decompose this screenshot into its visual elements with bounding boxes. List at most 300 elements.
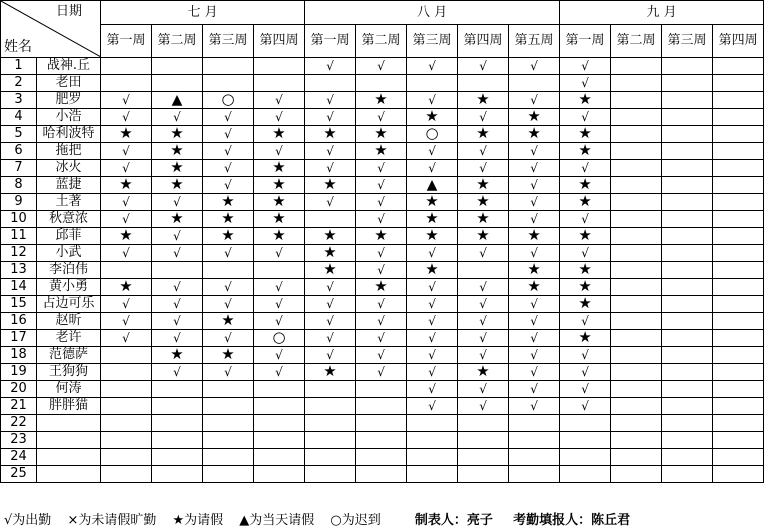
attendance-cell xyxy=(713,279,764,296)
attendance-mark: √ xyxy=(224,279,232,294)
attendance-cell xyxy=(203,92,254,109)
attendance-cell xyxy=(458,415,509,432)
attendance-cell xyxy=(305,245,356,262)
attendance-cell xyxy=(152,177,203,194)
attendance-mark: ★ xyxy=(527,278,541,295)
row-number: 20 xyxy=(1,381,37,398)
attendance-cell xyxy=(560,160,611,177)
attendance-cell xyxy=(407,262,458,279)
attendance-cell xyxy=(356,109,407,126)
attendance-cell xyxy=(407,58,458,75)
attendance-mark: √ xyxy=(581,160,589,175)
table-row xyxy=(1,228,764,245)
attendance-cell xyxy=(611,143,662,160)
attendance-cell xyxy=(305,330,356,347)
table-row xyxy=(1,92,764,109)
legend-leave: ★为请假 xyxy=(172,513,224,528)
attendance-cell xyxy=(356,160,407,177)
attendance-cell xyxy=(509,228,560,245)
attendance-cell xyxy=(509,279,560,296)
attendance-cell xyxy=(509,330,560,347)
attendance-mark: ★ xyxy=(323,244,337,261)
attendance-cell xyxy=(254,262,305,279)
attendance-mark: √ xyxy=(581,381,589,396)
attendance-mark: ★ xyxy=(578,91,592,108)
attendance-mark: ★ xyxy=(119,125,133,142)
attendance-cell xyxy=(254,347,305,364)
row-number: 5 xyxy=(1,126,37,143)
table-row xyxy=(1,432,764,449)
attendance-cell xyxy=(560,109,611,126)
attendance-cell xyxy=(152,126,203,143)
attendance-cell xyxy=(254,75,305,92)
member-name: 老许 xyxy=(37,330,101,347)
attendance-cell xyxy=(203,245,254,262)
attendance-cell xyxy=(713,313,764,330)
row-number: 6 xyxy=(1,143,37,160)
row-number: 12 xyxy=(1,245,37,262)
member-name xyxy=(37,449,101,466)
attendance-cell xyxy=(152,398,203,415)
attendance-cell xyxy=(713,364,764,381)
attendance-cell xyxy=(560,228,611,245)
attendance-mark: ★ xyxy=(476,176,490,193)
attendance-mark: √ xyxy=(377,296,385,311)
attendance-mark: ★ xyxy=(578,176,592,193)
attendance-cell xyxy=(203,228,254,245)
week-header: 第五周 xyxy=(509,25,560,58)
attendance-cell xyxy=(662,364,713,381)
attendance-cell xyxy=(305,160,356,177)
attendance-mark: √ xyxy=(428,58,436,73)
attendance-cell xyxy=(713,194,764,211)
attendance-cell xyxy=(203,364,254,381)
attendance-cell xyxy=(458,279,509,296)
attendance-cell xyxy=(101,92,152,109)
attendance-mark: ★ xyxy=(272,193,286,210)
member-name: 小浩 xyxy=(37,109,101,126)
attendance-cell xyxy=(458,194,509,211)
row-number: 25 xyxy=(1,466,37,483)
attendance-mark: √ xyxy=(377,177,385,192)
attendance-mark: ★ xyxy=(272,227,286,244)
attendance-cell xyxy=(407,109,458,126)
attendance-mark: √ xyxy=(377,194,385,209)
attendance-mark: ★ xyxy=(221,346,235,363)
attendance-mark: √ xyxy=(377,313,385,328)
attendance-mark: ★ xyxy=(170,210,184,227)
row-number: 22 xyxy=(1,415,37,432)
attendance-cell xyxy=(203,415,254,432)
attendance-cell xyxy=(305,58,356,75)
attendance-cell xyxy=(662,432,713,449)
attendance-cell xyxy=(254,330,305,347)
attendance-cell xyxy=(305,466,356,483)
attendance-cell xyxy=(254,381,305,398)
attendance-mark: ★ xyxy=(323,363,337,380)
attendance-cell xyxy=(713,432,764,449)
attendance-cell xyxy=(254,177,305,194)
attendance-cell xyxy=(203,160,254,177)
attendance-cell xyxy=(662,245,713,262)
attendance-cell xyxy=(662,415,713,432)
attendance-mark: √ xyxy=(224,330,232,345)
week-header: 第四周 xyxy=(458,25,509,58)
attendance-mark: √ xyxy=(224,364,232,379)
row-number: 15 xyxy=(1,296,37,313)
attendance-cell xyxy=(101,313,152,330)
attendance-mark: √ xyxy=(479,245,487,260)
attendance-mark: √ xyxy=(479,160,487,175)
attendance-cell xyxy=(560,92,611,109)
attendance-mark: √ xyxy=(428,347,436,362)
attendance-mark: √ xyxy=(479,330,487,345)
attendance-cell xyxy=(611,466,662,483)
attendance-cell xyxy=(203,347,254,364)
attendance-cell xyxy=(305,75,356,92)
attendance-cell xyxy=(611,194,662,211)
week-header: 第三周 xyxy=(662,25,713,58)
attendance-cell xyxy=(152,449,203,466)
attendance-mark: √ xyxy=(479,398,487,413)
row-number: 9 xyxy=(1,194,37,211)
attendance-mark: ★ xyxy=(527,125,541,142)
attendance-cell xyxy=(662,194,713,211)
member-name: 小武 xyxy=(37,245,101,262)
member-name: 赵昕 xyxy=(37,313,101,330)
attendance-cell xyxy=(203,432,254,449)
attendance-mark: √ xyxy=(173,109,181,124)
attendance-mark: √ xyxy=(530,364,538,379)
attendance-cell xyxy=(713,75,764,92)
week-header: 第一周 xyxy=(101,25,152,58)
row-number: 16 xyxy=(1,313,37,330)
attendance-cell xyxy=(203,398,254,415)
attendance-cell xyxy=(458,364,509,381)
attendance-cell xyxy=(407,398,458,415)
attendance-mark: ★ xyxy=(272,159,286,176)
attendance-cell xyxy=(203,143,254,160)
attendance-cell xyxy=(662,347,713,364)
attendance-mark: √ xyxy=(377,245,385,260)
attendance-cell xyxy=(560,466,611,483)
attendance-mark: ★ xyxy=(119,227,133,244)
member-name: 占边可乐 xyxy=(37,296,101,313)
table-row xyxy=(1,109,764,126)
attendance-cell xyxy=(560,432,611,449)
attendance-cell xyxy=(356,279,407,296)
attendance-cell xyxy=(509,160,560,177)
attendance-cell xyxy=(203,194,254,211)
attendance-cell xyxy=(254,194,305,211)
attendance-cell xyxy=(356,415,407,432)
attendance-mark: √ xyxy=(122,211,130,226)
row-number: 14 xyxy=(1,279,37,296)
attendance-cell xyxy=(152,347,203,364)
attendance-cell xyxy=(203,313,254,330)
attendance-cell xyxy=(203,58,254,75)
row-number: 3 xyxy=(1,92,37,109)
attendance-cell xyxy=(356,381,407,398)
table-row xyxy=(1,177,764,194)
attendance-cell xyxy=(254,415,305,432)
attendance-cell xyxy=(101,330,152,347)
table-row xyxy=(1,75,764,92)
attendance-mark: √ xyxy=(326,160,334,175)
attendance-cell xyxy=(509,58,560,75)
attendance-cell xyxy=(611,177,662,194)
attendance-cell xyxy=(713,92,764,109)
row-number: 1 xyxy=(1,58,37,75)
table-row xyxy=(1,296,764,313)
attendance-cell xyxy=(407,75,458,92)
attendance-cell xyxy=(458,432,509,449)
attendance-cell xyxy=(101,398,152,415)
attendance-mark: ★ xyxy=(476,227,490,244)
attendance-cell xyxy=(407,245,458,262)
attendance-cell xyxy=(458,92,509,109)
attendance-mark: ★ xyxy=(527,108,541,125)
member-name: 冰火 xyxy=(37,160,101,177)
attendance-cell xyxy=(203,211,254,228)
attendance-cell xyxy=(509,245,560,262)
attendance-cell xyxy=(611,347,662,364)
attendance-cell xyxy=(611,92,662,109)
attendance-cell xyxy=(611,313,662,330)
attendance-cell xyxy=(407,449,458,466)
row-number: 4 xyxy=(1,109,37,126)
attendance-cell xyxy=(560,330,611,347)
attendance-mark: √ xyxy=(173,296,181,311)
attendance-mark: √ xyxy=(275,313,283,328)
member-name: 胖胖猫 xyxy=(37,398,101,415)
attendance-cell xyxy=(254,245,305,262)
attendance-cell xyxy=(203,381,254,398)
attendance-mark: ★ xyxy=(272,176,286,193)
header-row-weeks xyxy=(1,25,764,58)
table-row xyxy=(1,262,764,279)
attendance-mark: √ xyxy=(479,347,487,362)
attendance-mark: √ xyxy=(224,160,232,175)
attendance-cell xyxy=(560,58,611,75)
attendance-cell xyxy=(254,296,305,313)
attendance-cell xyxy=(662,296,713,313)
attendance-mark: ★ xyxy=(272,210,286,227)
legend-sameday-leave: ▲为当天请假 xyxy=(239,513,315,528)
attendance-mark: √ xyxy=(581,347,589,362)
attendance-cell xyxy=(662,211,713,228)
member-name: 拖把 xyxy=(37,143,101,160)
member-name xyxy=(37,415,101,432)
attendance-cell xyxy=(305,347,356,364)
attendance-cell xyxy=(662,313,713,330)
attendance-cell xyxy=(305,109,356,126)
attendance-cell xyxy=(611,75,662,92)
attendance-mark: √ xyxy=(122,194,130,209)
attendance-mark: ○ xyxy=(425,125,439,142)
attendance-cell xyxy=(203,330,254,347)
row-number: 23 xyxy=(1,432,37,449)
attendance-cell xyxy=(101,194,152,211)
legend-absent: ×为未请假旷勤 xyxy=(67,513,157,528)
attendance-mark: √ xyxy=(173,313,181,328)
attendance-cell xyxy=(713,415,764,432)
attendance-cell xyxy=(662,398,713,415)
attendance-mark: √ xyxy=(530,296,538,311)
attendance-cell xyxy=(662,126,713,143)
attendance-mark: ★ xyxy=(476,193,490,210)
attendance-cell xyxy=(611,449,662,466)
attendance-cell xyxy=(713,109,764,126)
attendance-cell xyxy=(458,211,509,228)
attendance-cell xyxy=(152,381,203,398)
attendance-mark: √ xyxy=(377,262,385,277)
attendance-cell xyxy=(407,211,458,228)
attendance-mark: √ xyxy=(326,143,334,158)
attendance-cell xyxy=(611,364,662,381)
attendance-mark: √ xyxy=(530,160,538,175)
attendance-cell xyxy=(407,160,458,177)
attendance-mark: √ xyxy=(326,194,334,209)
attendance-mark: √ xyxy=(581,75,589,90)
attendance-cell xyxy=(662,75,713,92)
attendance-mark: ★ xyxy=(221,210,235,227)
attendance-mark: √ xyxy=(479,109,487,124)
attendance-cell xyxy=(713,126,764,143)
member-name: 李泊伟 xyxy=(37,262,101,279)
month-header: 八 月 xyxy=(305,1,560,25)
attendance-mark: √ xyxy=(530,143,538,158)
attendance-cell xyxy=(407,347,458,364)
row-number: 24 xyxy=(1,449,37,466)
attendance-mark: ★ xyxy=(170,159,184,176)
attendance-mark: √ xyxy=(275,92,283,107)
attendance-mark: ★ xyxy=(578,329,592,346)
attendance-cell xyxy=(254,211,305,228)
attendance-mark: ★ xyxy=(476,210,490,227)
attendance-mark: √ xyxy=(530,194,538,209)
row-number: 7 xyxy=(1,160,37,177)
attendance-mark: √ xyxy=(122,296,130,311)
corner-header xyxy=(1,1,101,58)
attendance-cell xyxy=(560,381,611,398)
attendance-mark: √ xyxy=(530,58,538,73)
attendance-cell xyxy=(101,262,152,279)
attendance-mark: √ xyxy=(122,330,130,345)
attendance-cell xyxy=(458,296,509,313)
attendance-cell xyxy=(101,347,152,364)
attendance-cell xyxy=(713,228,764,245)
attendance-cell xyxy=(662,109,713,126)
table-row xyxy=(1,58,764,75)
attendance-cell xyxy=(560,313,611,330)
attendance-cell xyxy=(356,262,407,279)
table-row xyxy=(1,330,764,347)
attendance-mark: ★ xyxy=(527,227,541,244)
attendance-cell xyxy=(611,126,662,143)
attendance-mark: √ xyxy=(428,313,436,328)
attendance-mark: √ xyxy=(224,177,232,192)
attendance-mark: ★ xyxy=(221,312,235,329)
attendance-cell xyxy=(101,296,152,313)
attendance-mark: √ xyxy=(122,92,130,107)
row-number: 8 xyxy=(1,177,37,194)
attendance-cell xyxy=(356,92,407,109)
attendance-cell xyxy=(407,126,458,143)
attendance-mark: √ xyxy=(275,109,283,124)
attendance-cell xyxy=(560,126,611,143)
attendance-mark: ★ xyxy=(221,193,235,210)
attendance-cell xyxy=(152,364,203,381)
attendance-mark: √ xyxy=(530,330,538,345)
row-number: 19 xyxy=(1,364,37,381)
attendance-mark: √ xyxy=(428,330,436,345)
attendance-mark: ★ xyxy=(119,278,133,295)
attendance-mark: ▲ xyxy=(426,176,438,193)
table-row xyxy=(1,415,764,432)
attendance-cell xyxy=(560,347,611,364)
attendance-cell xyxy=(458,126,509,143)
attendance-cell xyxy=(152,143,203,160)
attendance-cell xyxy=(713,347,764,364)
attendance-mark: √ xyxy=(122,160,130,175)
attendance-mark: √ xyxy=(122,245,130,260)
attendance-cell xyxy=(101,126,152,143)
member-name: 黄小勇 xyxy=(37,279,101,296)
attendance-mark: √ xyxy=(581,313,589,328)
attendance-cell xyxy=(662,160,713,177)
week-header: 第三周 xyxy=(407,25,458,58)
attendance-cell xyxy=(509,313,560,330)
attendance-cell xyxy=(662,92,713,109)
attendance-cell xyxy=(611,279,662,296)
attendance-mark: √ xyxy=(428,143,436,158)
attendance-cell xyxy=(203,262,254,279)
attendance-cell xyxy=(662,143,713,160)
row-number: 21 xyxy=(1,398,37,415)
attendance-cell xyxy=(713,160,764,177)
attendance-mark: √ xyxy=(326,330,334,345)
attendance-cell xyxy=(560,296,611,313)
attendance-mark: √ xyxy=(377,330,385,345)
corner-date-label: 日期 xyxy=(55,4,82,19)
attendance-cell xyxy=(509,347,560,364)
attendance-mark: √ xyxy=(581,398,589,413)
attendance-mark: ★ xyxy=(476,363,490,380)
attendance-cell xyxy=(203,126,254,143)
attendance-mark: ★ xyxy=(476,125,490,142)
member-name: 范德萨 xyxy=(37,347,101,364)
attendance-mark: √ xyxy=(326,296,334,311)
attendance-mark: √ xyxy=(224,126,232,141)
row-number: 13 xyxy=(1,262,37,279)
week-header: 第二周 xyxy=(611,25,662,58)
attendance-cell xyxy=(101,228,152,245)
table-row xyxy=(1,381,764,398)
attendance-mark: ★ xyxy=(272,125,286,142)
attendance-cell xyxy=(458,245,509,262)
attendance-cell xyxy=(152,75,203,92)
attendance-mark: √ xyxy=(428,364,436,379)
attendance-cell xyxy=(560,398,611,415)
attendance-cell xyxy=(458,466,509,483)
attendance-cell xyxy=(407,177,458,194)
attendance-mark: √ xyxy=(581,109,589,124)
week-header: 第三周 xyxy=(203,25,254,58)
attendance-cell xyxy=(509,432,560,449)
attendance-cell xyxy=(101,143,152,160)
week-header: 第二周 xyxy=(152,25,203,58)
